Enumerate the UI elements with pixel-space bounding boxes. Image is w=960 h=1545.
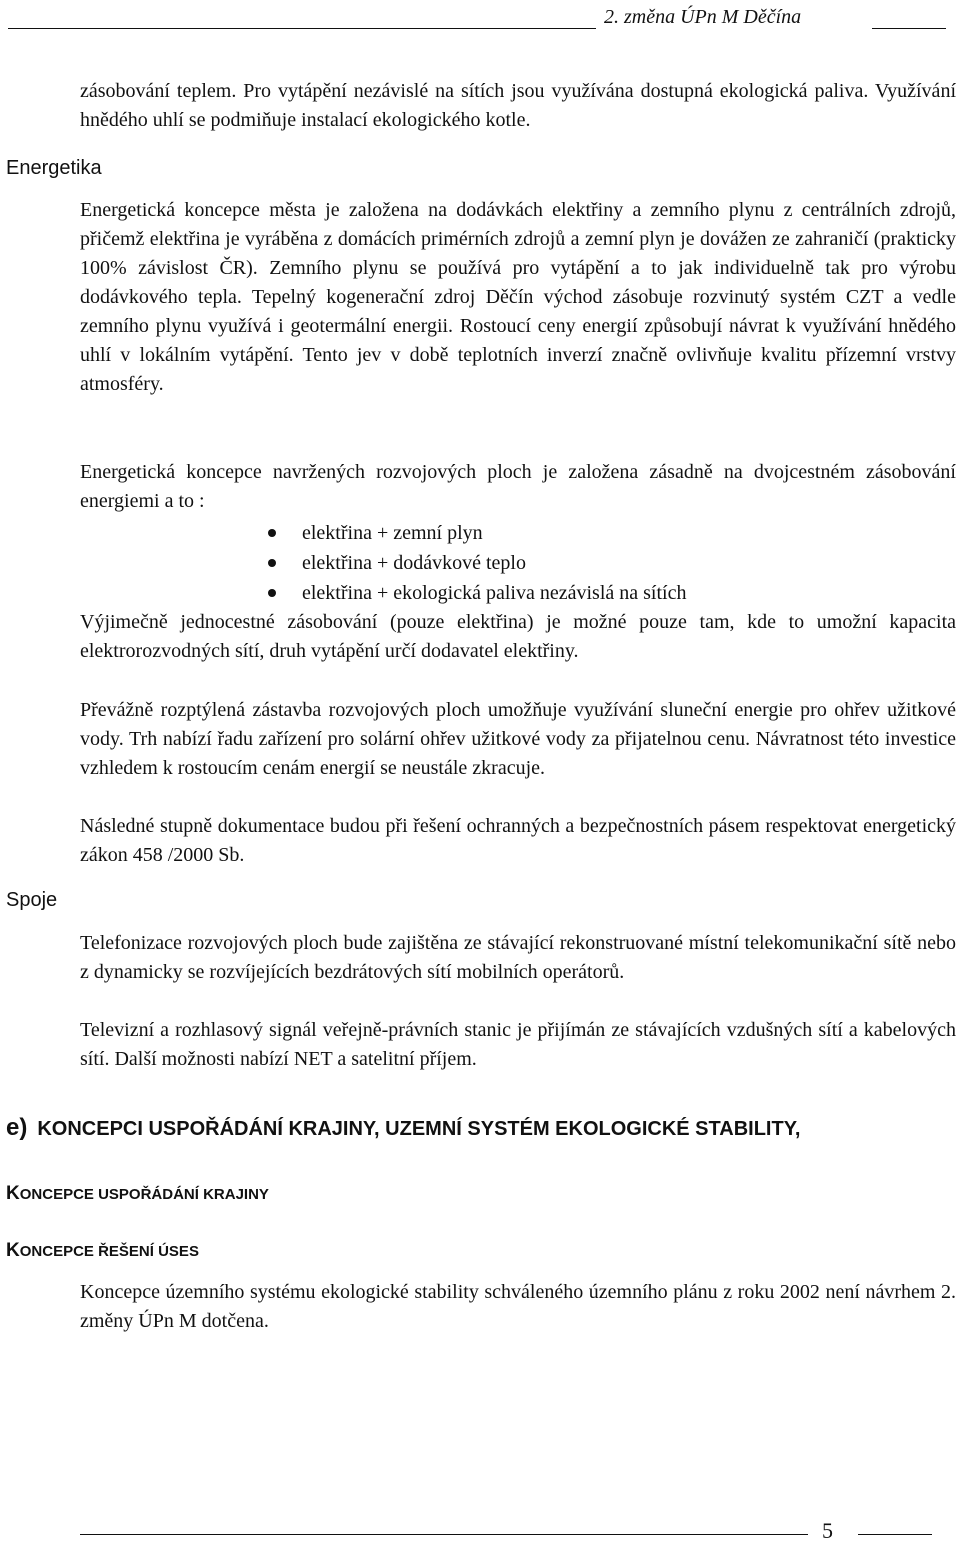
list-item: elektřina + ekologická paliva nezávislá na sítích: [260, 578, 686, 608]
energy-options-list: [260, 518, 686, 608]
paragraph-energy-law: Následné stupně dokumentace budou při řešení ochranných a bezpečnostních pásem respektovat energetický zákon 458 /2000 Sb.: [80, 815, 956, 866]
paragraph-telephony: Telefonizace rozvojových ploch bude zajištěna ze stávající rekonstruované místní telekomunikační sítě nebo z dynamicky se rozvíjejících bezdrátových sítí mobilních operátorů.: [80, 932, 956, 983]
subheading-uses-concept: KONCEPCE ŘEŠENÍ ÚSES: [6, 1240, 199, 1261]
paragraph-heating-continuation: zásobování teplem. Pro vytápění nezávislé na sítích jsou využívána dostupná ekologická paliva. Využívání hnědého uhlí se podmiňuje instalací ekologického kotle.: [80, 80, 956, 131]
section-e-heading: [6, 1114, 800, 1142]
subheading-landscape-concept: KONCEPCE USPOŘÁDÁNÍ KRAJINY: [6, 1183, 269, 1204]
footer-rule: [80, 1534, 808, 1535]
paragraph-single-path-supply: Výjimečně jednocestné zásobování (pouze elektřina) je možné pouze tam, kde to umožní kapacita elektrorozvodných sítí, druh vytápění určí dodavatel elektřiny.: [80, 611, 956, 662]
margin-label-spoje: Spoje: [6, 889, 58, 911]
header-rule-end: [872, 28, 946, 29]
paragraph-energy-concept-development: Energetická koncepce navržených rozvojových ploch je založena zásadně na dvojcestném zásobování energiemi a to :: [80, 461, 956, 512]
header-rule: [8, 28, 596, 29]
paragraph-uses: Koncepce územního systému ekologické stability schváleného územního plánu z roku 2002 není návrhem 2. změny ÚPn M dotčena.: [80, 1281, 956, 1332]
header-title: 2. změna ÚPn M Děčína: [604, 6, 802, 28]
paragraph-energy-concept-city: Energetická koncepce města je založena na dodávkách elektřiny a zemního plynu z centrálních zdrojů, přičemž elektřina je vyráběna z domácích primérních zdrojů a zemní plyn je dovážen ze zahraničí (prakticky 100% závislost ČR). Zemního plynu se používá pro vytápění a to jak individuelně tak pro výrobu dodávkového tepla. Tepelný kogenerační zdroj Děčín východ zásobuje rozvinutý systém CZT a vedle zemního plynu využívá i geotermální energii. Rostoucí ceny energií způsobují návrat k využívání hnědého uhlí v lokálním vytápění. Tento jev v době teplotních inverzí značně ovlivňuje kvalitu přízemní vrstvy atmosféry.: [80, 199, 956, 395]
paragraph-television: Televizní a rozhlasový signál veřejně-právních stanic je přijímán ze stávajících vzdušných sítí a kabelových sítí. Další možnosti nabízí NET a satelitní příjem.: [80, 1019, 956, 1070]
list-item: elektřina + zemní plyn: [260, 518, 686, 548]
list-item: elektřina + dodávkové teplo: [260, 548, 686, 578]
footer-rule-end: [858, 1534, 932, 1535]
section-e-letter: e): [6, 1114, 28, 1141]
page-number: 5: [822, 1518, 833, 1543]
section-e-title: KONCEPCI USPOŘÁDÁNÍ KRAJINY, UZEMNÍ SYSTÉM EKOLOGICKÉ STABILITY,: [37, 1118, 801, 1140]
paragraph-solar-energy: Převážně rozptýlená zástavba rozvojových ploch umožňuje využívání sluneční energie pro ohřev užitkové vody. Trh nabízí řadu zařízení pro solární ohřev užitkové vody za přijatelnou cenu. Návratnost této investice vzhledem k rostoucím cenám energií se neustále zkracuje.: [80, 699, 956, 779]
margin-label-energetika: Energetika: [6, 157, 102, 179]
